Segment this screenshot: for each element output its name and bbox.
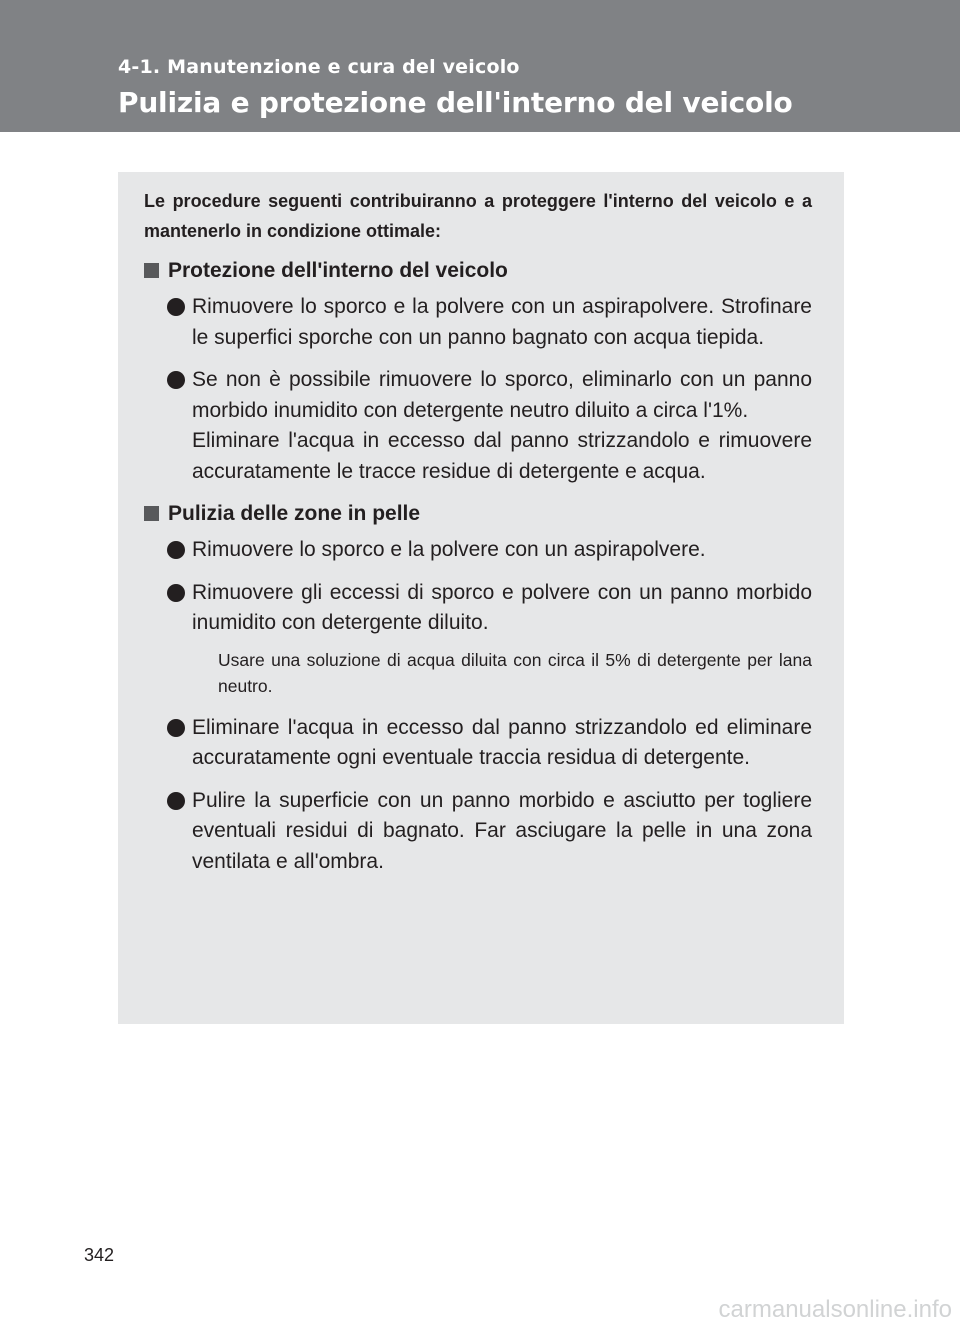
list-item (144, 713, 812, 774)
item-paragraph: Eliminare l'acqua in eccesso dal panno strizzandolo ed eliminare accuratamente ogni eventuale traccia residua di detergente. (192, 715, 812, 769)
bullet-icon (167, 541, 185, 559)
list-item (144, 578, 812, 639)
item-paragraph: Eliminare l'acqua in eccesso dal panno strizzandolo e rimuovere accuratamente le tracce residue di detergente e acqua. (192, 429, 812, 483)
bullet-icon (167, 371, 185, 389)
list-item (144, 365, 812, 487)
item-paragraph: Rimuovere lo sporco e la polvere con un aspirapolvere. (192, 538, 706, 561)
page-number: 342 (84, 1245, 115, 1265)
item-paragraph: Pulire la superficie con un panno morbido e asciutto per togliere eventuali residui di bagnato. Far asciugare la pelle in una zona ventilata e all'ombra. (192, 788, 812, 873)
bullet-icon (167, 584, 185, 602)
content-box (118, 172, 844, 1024)
section-heading-protection (144, 256, 812, 286)
item-paragraph: Rimuovere lo sporco e la polvere con un aspirapolvere. Strofinare le superfici sporche con un panno bagnato con acqua tiepida. (192, 295, 812, 349)
list-item (144, 292, 812, 353)
bullet-icon (167, 719, 185, 737)
section-heading-label: Protezione dell'interno del veicolo (168, 259, 508, 282)
intro-text: Le procedure seguenti contribuiranno a proteggere l'interno del veicolo e a mantenerlo in condizione ottimale: (144, 191, 812, 241)
bullet-icon (167, 792, 185, 810)
square-icon (144, 263, 159, 278)
item-paragraph: Rimuovere gli eccessi di sporco e polvere con un panno morbido inumidito con detergente diluito. (192, 580, 812, 634)
list-item (144, 786, 812, 878)
page-header (0, 0, 960, 132)
section-label: 4-1. Manutenzione e cura del veicolo (118, 56, 520, 78)
bullet-icon (167, 298, 185, 316)
section-heading-label: Pulizia delle zone in pelle (168, 502, 421, 525)
list-item (144, 535, 812, 566)
section-heading-leather (144, 499, 812, 529)
item-paragraph: Se non è possibile rimuovere lo sporco, eliminarlo con un panno morbido inumidito con detergente neutro diluito a circa l'1%. (192, 368, 812, 422)
square-icon (144, 506, 159, 521)
page-title: Pulizia e protezione dell'interno del veicolo (118, 86, 793, 119)
footer-watermark-link[interactable]: carmanualsonline.info (718, 1296, 952, 1323)
item-note: Usare una soluzione di acqua diluita con circa il 5% di detergente per lana neutro. (218, 649, 812, 696)
